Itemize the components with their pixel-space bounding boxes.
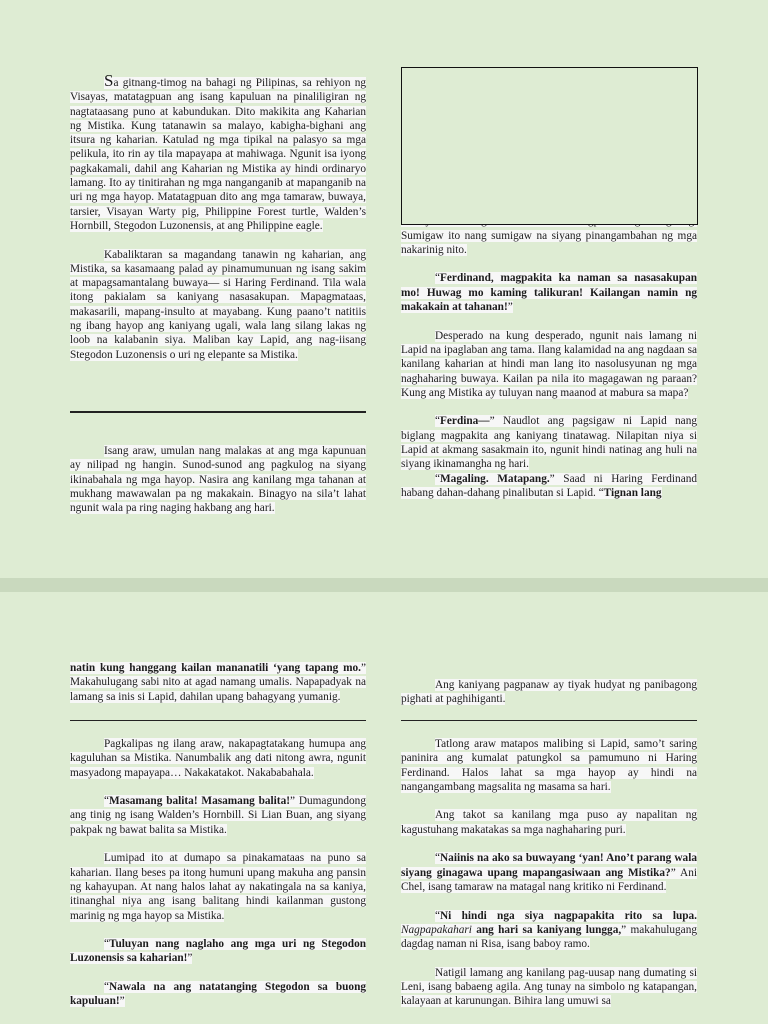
document-page-2 — [0, 592, 768, 1024]
page2-dialogue-naglaho: “Tuluyan nang naglaho ang mga uri ng Stegodon Luzonensis sa kaharian!” — [70, 938, 366, 965]
section-divider-right — [401, 720, 697, 721]
page2-paragraph-leni: Natigil lamang ang kanilang pag-uusap nang dumating si Leni, isang babaeng agila. Ang tunay na simbolo ng katapangan, kalayaan at karunungan. Bihira lang umuwi sa — [401, 966, 697, 1008]
page1-dialogue-ferdina: “Ferdina—” Naudlot ang pagsigaw ni Lapid nang biglang magpakita ang kaniyang tinatawag. Nilapitan niya si Lapid at akmang sasakmain ito, ngunit hindi natinag ang huli na siyang ikinamangha ng hari. — [401, 415, 697, 471]
page2-left-column — [70, 661, 366, 718]
page2-dialogue-chel: “Naiinis na ako sa buwayang ‘yan! Ano’t parang wala siyang ginagawa upang mapangasiwaan ang Mistika?” Ani Chel, isang tamaraw na matagal nang kritiko ni Ferdinand. — [401, 852, 697, 893]
page2-right-column-lower — [401, 737, 697, 1023]
section-divider-left — [70, 720, 366, 721]
page1-dialogue-lapid: “Ferdinand, magpakita ka naman sa nasasakupan mo! Huwag mo kaming talikuran! Kailangan namin ng makakain at tahanan!” — [401, 272, 697, 314]
page1-paragraph-ferdinand: Kabaliktaran sa magandang tanawin ng kaharian, ang Mistika, sa kasamaang palad ay pinamumunuan ng isang sakim at mapagsamantalang buwaya— si Haring Ferdinand. Tila wala itong pakialam sa kaniyang nasasakupan. Mapagmataas, makasarili, mapang-insulto at mayabang. Kung paano’t natitiis ng ibang hayop ang kaniyang ugali, wala lang silang lakas ng loob na kalabanin siya. Maliban kay Lapid, ang nag-iisang Stegodon Luzonensis o uri ng elepante sa Mistika. — [70, 248, 366, 361]
page2-dialogue-risa: “Ni hindi nga siya nagpapakita rito sa lupa. Nagpapakahari ang hari sa kaniyang lungga,” makahulugang dagdag naman ni Risa, isang baboy ramo. — [401, 909, 697, 951]
page1-paragraph-intro: Sa gitnang-timog na bahagi ng Pilipinas, sa rehiyon ng Visayas, matatagpuan ang isang kapuluan na pinaliligiran ng nagtataasang puno at kabundukan. Dito makikita ang Kaharian ng Mistika. Kung tatanawin sa malayo, kabigha-bighani ang itsura ng kaharian. Katulad ng mga tipikal na palasyo sa mga pelikula, ito rin ay tila mapayapa at mahiwaga. Ngunit isa iyong pagkakamali, dahil ang Kaharian ng Mistika ay hindi ordinaryo lamang. Ito ay tinitirahan ng mga nanganganib at mapanganib na uri ng mga hayop. Matatagpuan dito ang mga tamaraw, buwaya, tarsier, Visayan Warty pig, Philippine Forest turtle, Walden’s Hornbill, Stegodon Luzonensis, at ang Philippine eagle. — [70, 71, 366, 232]
page2-paragraph-calm: Pagkalipas ng ilang araw, nakapagtatakang humupa ang kaguluhan sa Mistika. Nanumbalik ang dati nitong awra, ngunit masyadong mapayapa… Nakakatakot. Nakababahala. — [70, 738, 366, 779]
page1-paragraph-lapid-anger: Sumigaw ito nang sumigaw na siyang pinangambahan ng mga nakarinig nito. — [401, 200, 697, 257]
page2-paragraph-takot: Ang takot sa kanilang mga puso ay napalitan ng kagustuhang makatakas sa mga naghaharing puri. — [401, 809, 697, 836]
page1-left-column-lower — [70, 444, 366, 530]
drop-cap: S — [104, 71, 114, 90]
page1-paragraph-desperado: Desperado na kung desperado, ngunit nais lamang ni Lapid na ipaglaban ang tama. Ilang kalamidad na ang nagdaan sa kanilang kaharian at hindi man lang ito nasolusyunan ng mga naghaharing buwaya. Kailan pa nila ito magagawan ng paraan? Kung ang Mistika ay tuluyan nang maanod at mabura sa mapa? — [401, 329, 697, 399]
page2-left-column-lower — [70, 737, 366, 1023]
page2-paragraph-pagpanaw: Ang kaniyang pagpanaw ay tiyak hudyat ng panibagong pighati at paghihiganti. — [401, 679, 697, 706]
image-frame — [401, 67, 698, 225]
section-divider — [70, 411, 366, 413]
page2-dialogue-continuation: natin kung hanggang kailan mananatili ‘yang tapang mo.” Makahulugang sabi nito at agad namang umalis. Napapadyak na lamang sa inis si Lapid, dahilan upang bahagyang yumanig. — [70, 662, 366, 703]
page2-paragraph-tatlong-araw: Tatlong araw matapos malibing si Lapid, samo’t saring paninira ang kumalat patungkol sa pamumuno ni Haring Ferdinand. Halos lahat sa mga hayop ay hindi na nangangambang magsalita ng masama sa hari. — [401, 738, 697, 793]
page1-right-column — [401, 200, 697, 500]
page1-left-column — [70, 71, 366, 376]
page2-dialogue-nawala: “Nawala na ang natatanging Stegodon sa buong kapuluan!” — [70, 981, 366, 1008]
page1-dialogue-magaling: “Magaling. Matapang.” Saad ni Haring Ferdinand habang dahan-dahang pinalibutan si Lapid. “Tignan lang — [401, 472, 698, 499]
page-separator — [0, 578, 768, 592]
page2-dialogue-masamang-balita: “Masamang balita! Masamang balita!” Dumagundong ang tinig ng isang Walden’s Hornbill. Si Lian Buan, ang siyang pakpak ng bawat balita sa Mistika. — [70, 795, 366, 836]
page2-right-column — [401, 678, 697, 721]
page2-paragraph-hornbill: Lumipad ito at dumapo sa pinakamataas na puno sa kaharian. Ilang beses pa itong humuni upang makuha ang pansin ng kahayupan. At nang halos lahat ay nakatingala na sa kaniya, itinanghal niya ang isang balitang hindi kailanman gustong marinig ng mga hayop sa Mistika. — [70, 852, 366, 922]
page1-paragraph-storm: Isang araw, umulan nang malakas at ang mga kapunuan ay nilipad ng hangin. Sunod-sunod ang pagkulog na siyang ikinabahala ng mga hayop. Nasira ang kanilang mga tahanan at mukhang mawawalan pa ng makakain. Binagyo na sila’t lahat ngunit wala pa ring naging hakbang ang hari. — [70, 445, 366, 515]
